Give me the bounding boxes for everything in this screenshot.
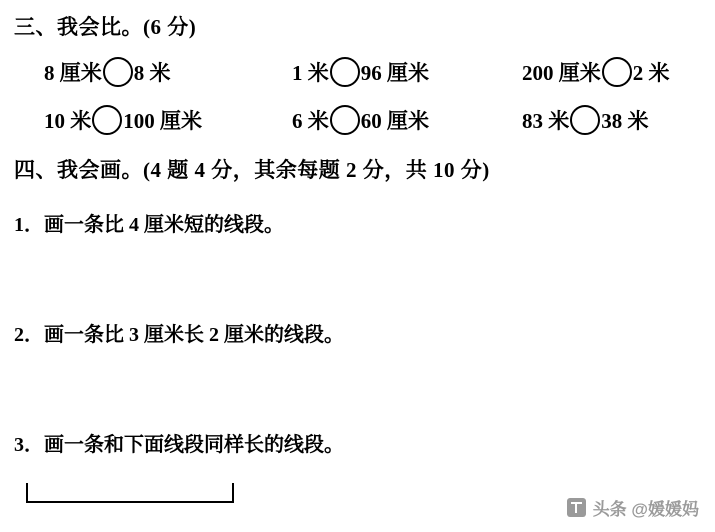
compare-left-value: 10 米 (44, 109, 92, 134)
given-line-segment (26, 481, 234, 503)
comparison-answer-circle[interactable] (92, 105, 122, 135)
compare-item (44, 105, 292, 135)
comparison-answer-circle[interactable] (103, 57, 133, 87)
draw-question-3: 3．画一条和下面线段同样长的线段。 (14, 433, 344, 456)
compare-row (14, 105, 701, 135)
compare-right-value: 60 厘米 (360, 109, 429, 134)
comparison-answer-circle[interactable] (330, 57, 360, 87)
draw-question-1: 1．画一条比 4 厘米短的线段。 (14, 213, 284, 236)
draw-question-2: 2．画一条比 3 厘米长 2 厘米的线段。 (14, 323, 344, 346)
compare-left-value: 200 厘米 (522, 61, 601, 86)
compare-item (292, 57, 522, 87)
compare-left-value: 8 厘米 (44, 61, 102, 86)
compare-item (44, 57, 292, 87)
compare-item (522, 105, 649, 135)
compare-item (522, 57, 670, 87)
compare-left-value: 6 米 (292, 109, 329, 134)
compare-left-value: 83 米 (522, 109, 570, 134)
toutiao-logo-icon (567, 498, 586, 517)
watermark (567, 495, 699, 520)
compare-left-value: 1 米 (292, 61, 329, 86)
segment-line (26, 501, 234, 503)
segment-right-endpoint (232, 483, 234, 503)
compare-right-value: 96 厘米 (360, 61, 429, 86)
compare-right-value: 8 米 (133, 61, 171, 86)
watermark-text: 头条 @媛媛妈 (592, 500, 699, 519)
section-heading-compare: 三、我会比。(6 分) (14, 15, 197, 39)
segment-left-endpoint (26, 483, 28, 503)
compare-row (14, 57, 701, 87)
comparison-answer-circle[interactable] (330, 105, 360, 135)
compare-right-value: 38 米 (601, 109, 649, 134)
section-heading-draw: 四、我会画。(4 题 4 分，其余每题 2 分，共 10 分) (14, 158, 490, 183)
compare-right-value: 2 米 (632, 61, 670, 86)
comparison-answer-circle[interactable] (570, 105, 600, 135)
compare-item (292, 105, 522, 135)
comparison-answer-circle[interactable] (602, 57, 632, 87)
compare-right-value: 100 厘米 (123, 109, 202, 134)
